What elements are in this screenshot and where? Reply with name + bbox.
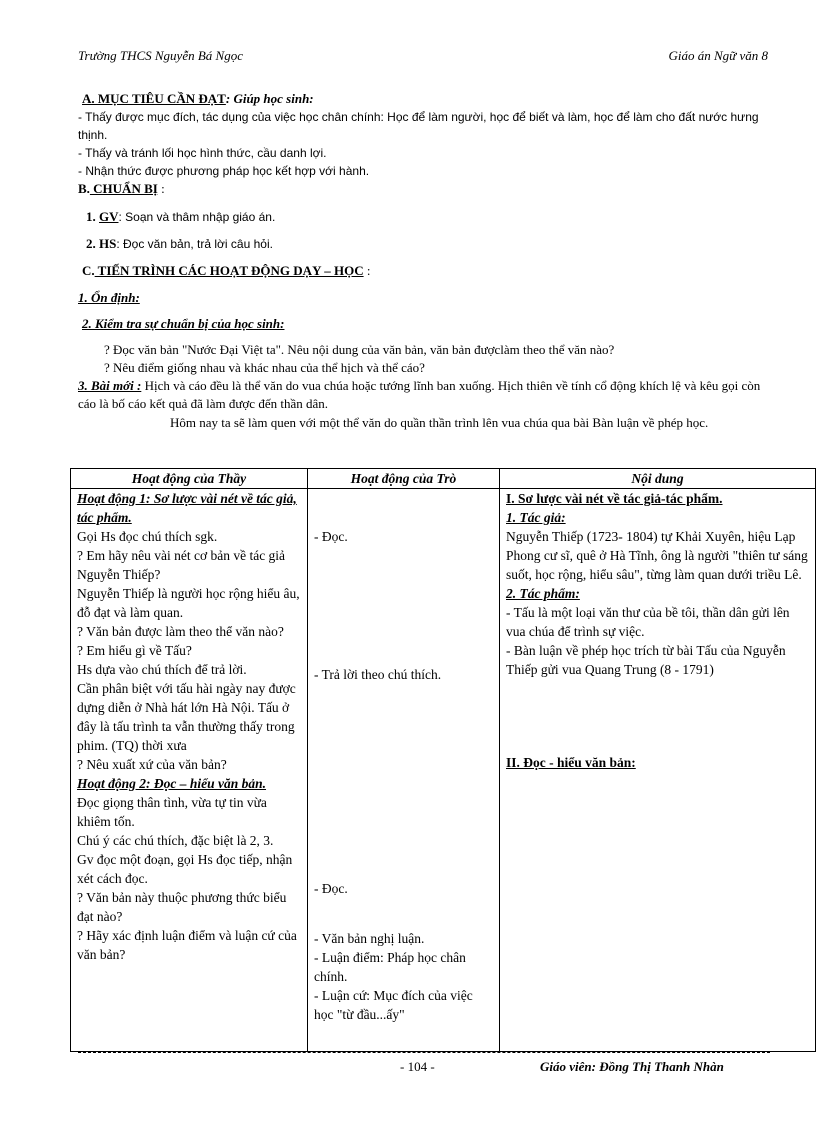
teacher-line: ? Hãy xác định luận điểm và luận cứ của văn bản? (77, 928, 297, 962)
footer-teacher: Giáo viên: Đồng Thị Thanh Nhàn (540, 1059, 724, 1074)
teacher-line: ? Nêu xuất xứ của văn bản? (77, 757, 227, 772)
teacher-line: Chú ý các chú thích, đặc biệt là 2, 3. (77, 833, 274, 848)
step-3: 3. Bài mới : Hịch và cáo đều là thể văn do vua chúa hoặc tướng lĩnh ban xuống. Hịch thiên về tính cổ động khích lệ và kêu gọi còn cáo là bố cáo kết quả đã làm được đến thần dân. (78, 378, 761, 411)
header-content: Nội dung (500, 469, 816, 489)
header-school: Trường THCS Nguyễn Bá Ngọc (78, 48, 243, 63)
student-line: - Đọc. (314, 881, 348, 896)
header-teacher: Hoạt động của Thầy (71, 469, 308, 489)
lesson-table (70, 468, 816, 1052)
teacher-column (71, 489, 308, 1052)
teacher-line: ? Văn bản này thuộc phương thức biểu đạt nào? (77, 890, 287, 924)
section-a-items (78, 108, 764, 180)
table-header-row (71, 469, 816, 489)
content-work-line: - Bàn luận về phép học trích từ bài Tấu của Nguyễn Thiếp gửi vua Quang Trung (8 - 1791) (506, 643, 786, 677)
step-2: 2. Kiểm tra sự chuẩn bị của học sinh: (82, 316, 285, 331)
content-work-heading: 2. Tác phẩm: (506, 586, 580, 601)
student-column (308, 489, 500, 1052)
footer-divider (78, 1052, 770, 1053)
section-b-gv: 1. GV: Soạn và thâm nhập giáo án. (86, 209, 276, 224)
teacher-line: Đọc giọng thân tình, vừa tự tin vừa khiêm tốn. (77, 795, 267, 829)
section-a-title: A. MỤC TIÊU CẦN ĐẠT: Giúp học sinh: (82, 91, 314, 106)
activity-1-title: Hoạt động 1: Sơ lược vài nét về tác giả, tác phẩm. (77, 491, 297, 525)
section-a-item: - Thấy được mục đích, tác dụng của việc học chân chính: Học để làm người, học để biết và làm, học để làm cho đất nước hưng thịnh. (78, 110, 759, 142)
question-2: ? Nêu điểm giống nhau và khác nhau của thể hịch và thể cáo? (104, 360, 425, 375)
student-line: - Trả lời theo chú thích. (314, 667, 442, 682)
section-b-title: B. CHUẨN BỊ : (78, 181, 165, 196)
intro: Hôm nay ta sẽ làm quen với một thể văn do quần thần trình lên vua chúa qua bài Bàn luận về phép học. (170, 415, 709, 430)
teacher-line: ? Văn bản được làm theo thể văn nào? (77, 624, 284, 639)
section-a-item: - Nhận thức được phương pháp học kết hợp với hành. (78, 164, 370, 178)
content-section-2: II. Đọc - hiểu văn bản: (506, 755, 636, 770)
activity-2-title: Hoạt động 2: Đọc – hiểu văn bản. (77, 776, 267, 791)
content-section-1: I. Sơ lược vài nét về tác giả-tác phẩm. (506, 491, 723, 506)
content-author: Nguyễn Thiếp (1723- 1804) tự Khải Xuyên, hiệu Lạp Phong cư sĩ, quê ở Hà Tĩnh, ông là người "thiên tư sáng suốt, học rộng, hiểu sâu", từng làm quan dưới triều Lê. (506, 529, 808, 582)
teacher-line: Hs dựa vào chú thích để trả lời. (77, 662, 247, 677)
page-number: - 104 - (400, 1059, 435, 1074)
teacher-line: Gv đọc một đoạn, gọi Hs đọc tiếp, nhận xét cách đọc. (77, 852, 293, 886)
student-line: - Luận điểm: Pháp học chân chính. (314, 950, 466, 984)
header-subject: Giáo án Ngữ văn 8 (668, 48, 768, 63)
header-student: Hoạt động của Trò (308, 469, 500, 489)
teacher-line: Gọi Hs đọc chú thích sgk. (77, 529, 218, 544)
student-line: - Đọc. (314, 529, 348, 544)
table-row (71, 489, 816, 1052)
content-work-line: - Tấu là một loại văn thư của bề tôi, thần dân gửi lên vua chúa để trình sự việc. (506, 605, 790, 639)
question-1: ? Đọc văn bản "Nước Đại Việt ta". Nêu nội dung của văn bản, văn bản đượclàm theo thể văn nào? (104, 342, 615, 357)
teacher-line: Nguyễn Thiếp là người học rộng hiểu âu, đỗ đạt và làm quan. (77, 586, 300, 620)
student-line: - Luận cứ: Mục đích của việc học "từ đầu...ấy" (314, 988, 473, 1022)
section-b-hs: 2. HS: Đọc văn bản, trả lời câu hỏi. (86, 236, 273, 251)
student-line: - Văn bản nghị luận. (314, 931, 425, 946)
teacher-line: Cần phân biệt với tấu hài ngày nay được dựng diễn ở Nhà hát lớn Hà Nội. Tấu ở đây là tấu trình ta vẫn thường thấy trong phim. (TQ) thời xưa (77, 681, 296, 753)
teacher-line: ? Em hiểu gì về Tấu? (77, 643, 192, 658)
section-c-title: C. TIẾN TRÌNH CÁC HOẠT ĐỘNG DẠY – HỌC : (82, 263, 371, 278)
content-column (500, 489, 816, 1052)
section-a-item: - Thấy và tránh lối học hình thức, cầu danh lợi. (78, 146, 327, 160)
step-1: 1. Ổn định: (78, 290, 140, 305)
content-author-heading: 1. Tác giả: (506, 510, 566, 525)
teacher-line: ? Em hãy nêu vài nét cơ bản về tác giả Nguyễn Thiếp? (77, 548, 286, 582)
